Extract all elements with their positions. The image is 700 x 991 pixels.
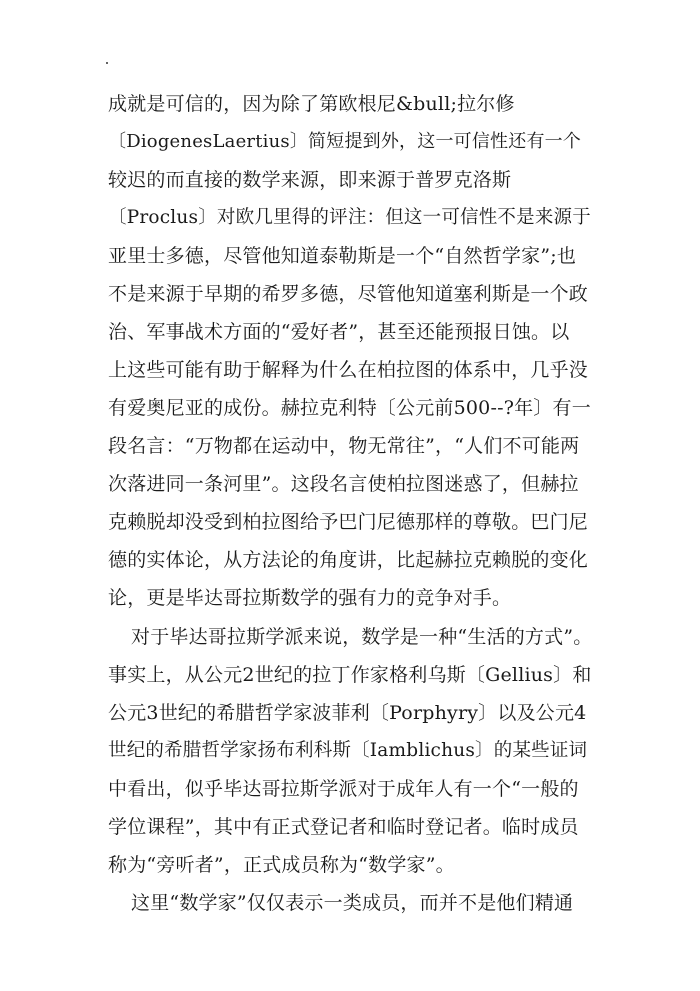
text-line: 对于毕达哥拉斯学派来说，数学是一种“生活的方式”。 — [131, 626, 593, 648]
text-line: 学位课程”，其中有正式登记者和临时登记者。临时成员 — [108, 816, 579, 838]
text-line: 不是来源于早期的希罗多德，尽管他知道塞利斯是一个政 — [108, 283, 589, 305]
text-line: 世纪的希腊哲学家扬布利科斯〔Iamblichus〕的某些证词 — [108, 740, 588, 761]
text-line: 〔Proclus〕对欧几里得的评注：但这一可信性不是来源于 — [108, 207, 591, 228]
text-line: 公元3世纪的希腊哲学家波菲利〔Porphyry〕以及公元4 — [108, 702, 587, 724]
text-line: 亚里士多德，尽管他知道泰勒斯是一个“自然哲学家”;也 — [108, 245, 577, 267]
text-line: 段名言：“万物都在运动中，物无常往”，“人们不可能两 — [108, 435, 580, 457]
text-line: 次落进同一条河里”。这段名言使柏拉图迷惑了，但赫拉 — [108, 473, 579, 495]
stray-dot-mark — [106, 62, 108, 64]
text-line: 上这些可能有助于解释为什么在柏拉图的体系中，几乎没 — [108, 359, 589, 381]
text-line: 〔DiogenesLaertius〕简短提到外，这一可信性还有一个 — [108, 131, 582, 152]
text-line: 事实上，从公元2世纪的拉丁作家格利乌斯〔Gellius〕和 — [108, 664, 592, 686]
text-line: 较迟的而直接的数学来源，即来源于普罗克洛斯 — [108, 169, 512, 191]
text-line: 这里“数学家”仅仅表示一类成员，而并不是他们精通 — [131, 892, 574, 914]
text-line: 德的实体论，从方法论的角度讲，比起赫拉克赖脱的变化 — [108, 549, 589, 571]
text-line: 治、军事战术方面的“爱好者”，甚至还能预报日蚀。以 — [108, 321, 570, 343]
text-line: 称为“旁听者”，正式成员称为“数学家”。 — [108, 854, 455, 876]
text-line: 中看出，似乎毕达哥拉斯学派对于成年人有一个“一般的 — [108, 778, 579, 800]
text-line: 克赖脱却没受到柏拉图给予巴门尼德那样的尊敬。巴门尼 — [108, 511, 589, 533]
text-line: 成就是可信的，因为除了第欧根尼&bull;拉尔修 — [108, 93, 515, 115]
text-line: 论，更是毕达哥拉斯数学的强有力的竞争对手。 — [108, 587, 512, 609]
text-line: 有爱奥尼亚的成份。赫拉克利特〔公元前500--?年〕有一 — [108, 397, 591, 419]
